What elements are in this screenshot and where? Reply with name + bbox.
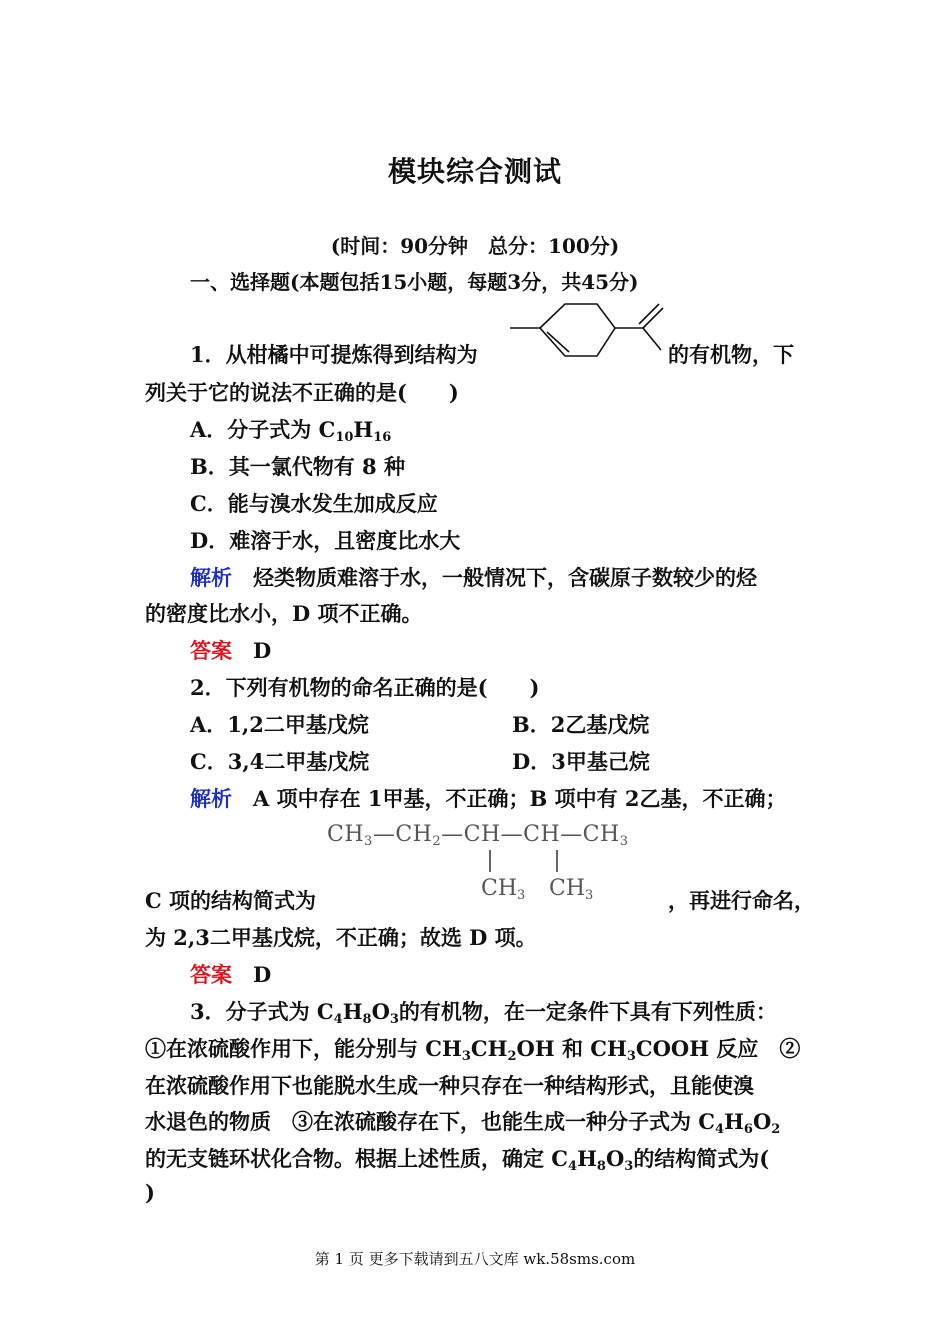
q3-line-4: 水退色的物质 ③在浓硫酸存在下，也能生成一种分子式为 $C_4H_6O_2$	[145, 1109, 781, 1137]
q1-stem-a: 1．从柑橘中可提炼得到结构为	[190, 342, 478, 367]
analysis-label: 解析	[190, 786, 232, 811]
q3-line-6: )	[145, 1180, 155, 1205]
q3-line-2: ①在浓硫酸作用下，能分别与 $CH_3CH_2OH$ 和 $CH_3COOH$ 反应 ②	[145, 1036, 801, 1064]
q2-option-c: C．3,4二甲基戊烷	[190, 749, 370, 774]
formula-branch-2: $CH_3$	[549, 876, 594, 903]
limonene-structure-icon	[505, 298, 670, 368]
answer-label: 答案	[190, 962, 232, 987]
q2-answer: 答案 D	[190, 962, 272, 987]
bond-line	[489, 850, 491, 872]
q1-stem-c: 列关于它的说法不正确的是( )	[145, 380, 459, 405]
q1-answer: 答案 D	[190, 638, 272, 663]
q2-stem: 2．下列有机物的命名正确的是( )	[190, 675, 540, 700]
q1-option-b: B．其一氯代物有 8 种	[190, 454, 405, 479]
answer-label: 答案	[190, 638, 232, 663]
formula-main-chain: $CH_3—CH_2—CH—CH—CH_3$	[327, 822, 629, 849]
formula-branch-1: $CH_3$	[481, 876, 526, 903]
q1-stem-b: 的有机物，下	[668, 342, 794, 367]
q2-option-d: D．3甲基己烷	[512, 749, 650, 774]
q2-option-a: A．1,2二甲基戊烷	[190, 712, 369, 737]
q1-analysis: 解析 烃类物质难溶于水，一般情况下，含碳原子数较少的烃	[190, 565, 757, 590]
analysis-label: 解析	[190, 565, 232, 590]
q1-option-c: C．能与溴水发生加成反应	[190, 491, 438, 516]
q2-analysis-c: ，再进行命名，	[668, 888, 815, 913]
exam-info: (时间：90分钟 总分：100分)	[330, 234, 620, 258]
q3-line-1: 3．分子式为 $C_4H_8O_3$的有机物，在一定条件下具有下列性质：	[190, 999, 777, 1027]
page-footer: 第 1 页 更多下载请到五八文库 wk.58sms.com	[314, 1250, 636, 1268]
q1-option-d: D．难溶于水，且密度比水大	[190, 528, 461, 553]
q1-option-a: A．分子式为 $C_{10}H_{16}$	[190, 417, 392, 445]
q2-analysis: 解析 A 项中存在 1甲基，不正确；B 项中有 2乙基，不正确；	[190, 786, 787, 811]
q1-analysis-cont: 的密度比水小，D 项不正确。	[145, 601, 423, 626]
q2-option-b: B．2乙基戊烷	[512, 712, 650, 737]
q3-line-3: 在浓硫酸作用下也能脱水生成一种只存在一种结构形式，且能使溴	[145, 1073, 754, 1098]
q2-analysis-d: 为 2,3二甲基戊烷，不正确；故选 D 项。	[145, 925, 537, 950]
page-title: 模块综合测试	[387, 155, 562, 188]
bond-line	[556, 850, 558, 872]
q3-line-5: 的无支链环状化合物。根据上述性质，确定 $C_4H_8O_3$的结构简式为(	[145, 1146, 770, 1174]
q2-analysis-b: C 项的结构简式为	[145, 888, 317, 913]
section-heading: 一、选择题(本题包括15小题，每题3分，共45分)	[190, 270, 639, 294]
